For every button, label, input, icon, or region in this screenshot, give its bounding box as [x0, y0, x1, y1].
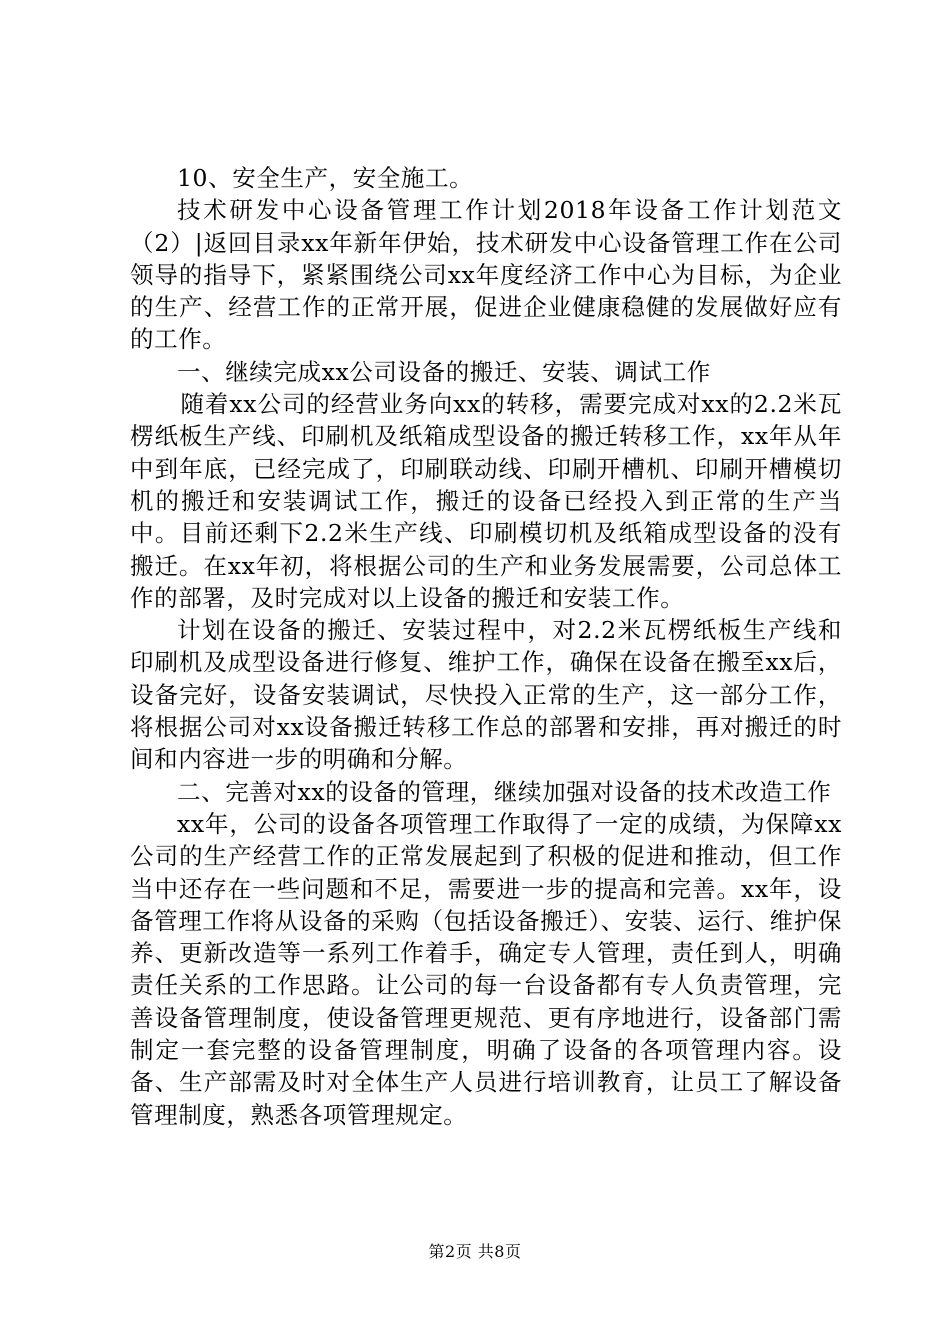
heading-section-two: 二、完善对xx的设备的管理，继续加强对设备的技术改造工作 — [177, 777, 832, 806]
paragraph-plan-intro: 技术研发中心设备管理工作计划2018年设备工作计划范文（2）|返回目录xx年新年伊始，技术研发中心设备管理工作在公司领导的指导下，紧紧围绕公司xx年度经济工作中心为目标，为企业的生产、经营工作的正常开展，促进企业健康稳健的发展做好应有的工作。 — [130, 196, 842, 354]
heading-section-one: 一、继续完成xx公司设备的搬迁、安装、调试工作 — [177, 357, 711, 386]
page-footer — [0, 1242, 950, 1262]
paragraph-safety-item: 10、安全生产，安全施工。 — [177, 164, 474, 192]
paragraph-repair-plan: 计划在设备的搬迁、安装过程中，对2.2米瓦楞纸板生产线和印刷机及成型设备进行修复、维护工作，确保在设备在搬至xx后，设备完好，设备安装调试，尽快投入正常的生产，这一部分工作，将根据公司对xx设备搬迁转移工作总的部署和安排，再对搬迁的时间和内容进一步的明确和分解。 — [130, 616, 842, 774]
paragraph-management: xx年，公司的设备各项管理工作取得了一定的成绩，为保障xx公司的生产经营工作的正常发展起到了积极的促进和推动，但工作当中还存在一些问题和不足，需要进一步的提高和完善。xx年，设备管理工作将从设备的采购（包括设备搬迁）、安装、运行、维护保养、更新改造等一系列工作着手，确定专人管理，责任到人，明确责任关系的工作思路。让公司的每一台设备都有专人负责管理，完善设备管理制度，使设备管理更规范、更有序地进行，设备部门需制定一套完整的设备管理制度，明确了设备的各项管理内容。设备、生产部需及时对全体生产人员进行培训教育，让员工了解设备管理制度，熟悉各项管理规定。 — [130, 809, 842, 1129]
document-body — [130, 162, 842, 1131]
page-number: 第2页 共8页 — [428, 1242, 522, 1261]
paragraph-relocation: 随着xx公司的经营业务向xx的转移，需要完成对xx的2.2米瓦楞纸板生产线、印刷机及纸箱成型设备的搬迁转移工作，xx年从年中到年底，已经完成了，印刷联动线、印刷开槽机、印刷开槽模切机的搬迁和安装调试工作，搬迁的设备已经投入到正常的生产当中。目前还剩下2.2米生产线、印刷模切机及纸箱成型设备的没有搬迁。在xx年初，将根据公司的生产和业务发展需要，公司总体工作的部署，及时完成对以上设备的搬迁和安装工作。 — [130, 390, 842, 612]
